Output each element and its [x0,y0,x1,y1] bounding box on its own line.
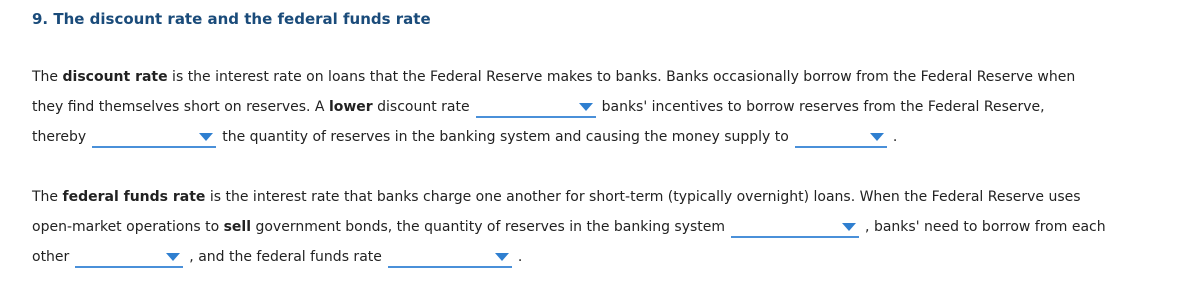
funds-rate-dropdown[interactable] [388,248,512,268]
paragraph2-line1 [32,186,1081,208]
text: other [32,249,70,265]
money-supply-dropdown[interactable] [795,128,887,148]
chevron-down-icon [199,133,213,141]
question-title: 9. The discount rate and the federal funds rate [32,10,431,28]
text: banks' incentives to borrow reserves from the Federal Reserve, [601,99,1045,115]
chevron-down-icon [579,103,593,111]
text: thereby [32,129,87,145]
text: the quantity of reserves in the banking system and causing the money supply to [222,129,789,145]
text: , banks' need to borrow from each [865,219,1106,235]
text: they find themselves short on reserves. A [32,99,329,115]
chevron-down-icon [842,223,856,231]
paragraph2-line2 [32,216,1106,238]
paragraph1-line1 [32,66,1075,88]
reserves-quantity-dropdown[interactable] [92,128,216,148]
paragraph1-line2 [32,96,1045,118]
text: . [892,129,898,145]
paragraph1-line3 [32,126,897,148]
bold-term-discount-rate: discount rate [62,69,168,85]
chevron-down-icon [870,133,884,141]
text: discount rate [372,99,470,115]
text: government bonds, the quantity of reserves in the banking system [251,219,726,235]
text: . [517,249,523,265]
borrow-need-dropdown[interactable] [75,248,183,268]
chevron-down-icon [166,253,180,261]
text: The [32,189,63,205]
bold-term-sell: sell [223,219,252,235]
bold-term-lower: lower [328,99,373,115]
paragraph2-line3 [32,246,522,268]
text: is the interest rate on loans that the Federal Reserve makes to banks. Banks occasionally borrow from the Federal Reserve when [167,69,1076,85]
text: open-market operations to [32,219,224,235]
text: The [32,69,63,85]
bold-term-federal-funds-rate: federal funds rate [62,189,206,205]
incentives-dropdown[interactable] [476,98,596,118]
text: is the interest rate that banks charge one another for short-term (typically overnight) loans. When the Federal Reserve uses [205,189,1081,205]
text: , and the federal funds rate [189,249,382,265]
fed-reserves-dropdown[interactable] [731,218,859,238]
chevron-down-icon [495,253,509,261]
